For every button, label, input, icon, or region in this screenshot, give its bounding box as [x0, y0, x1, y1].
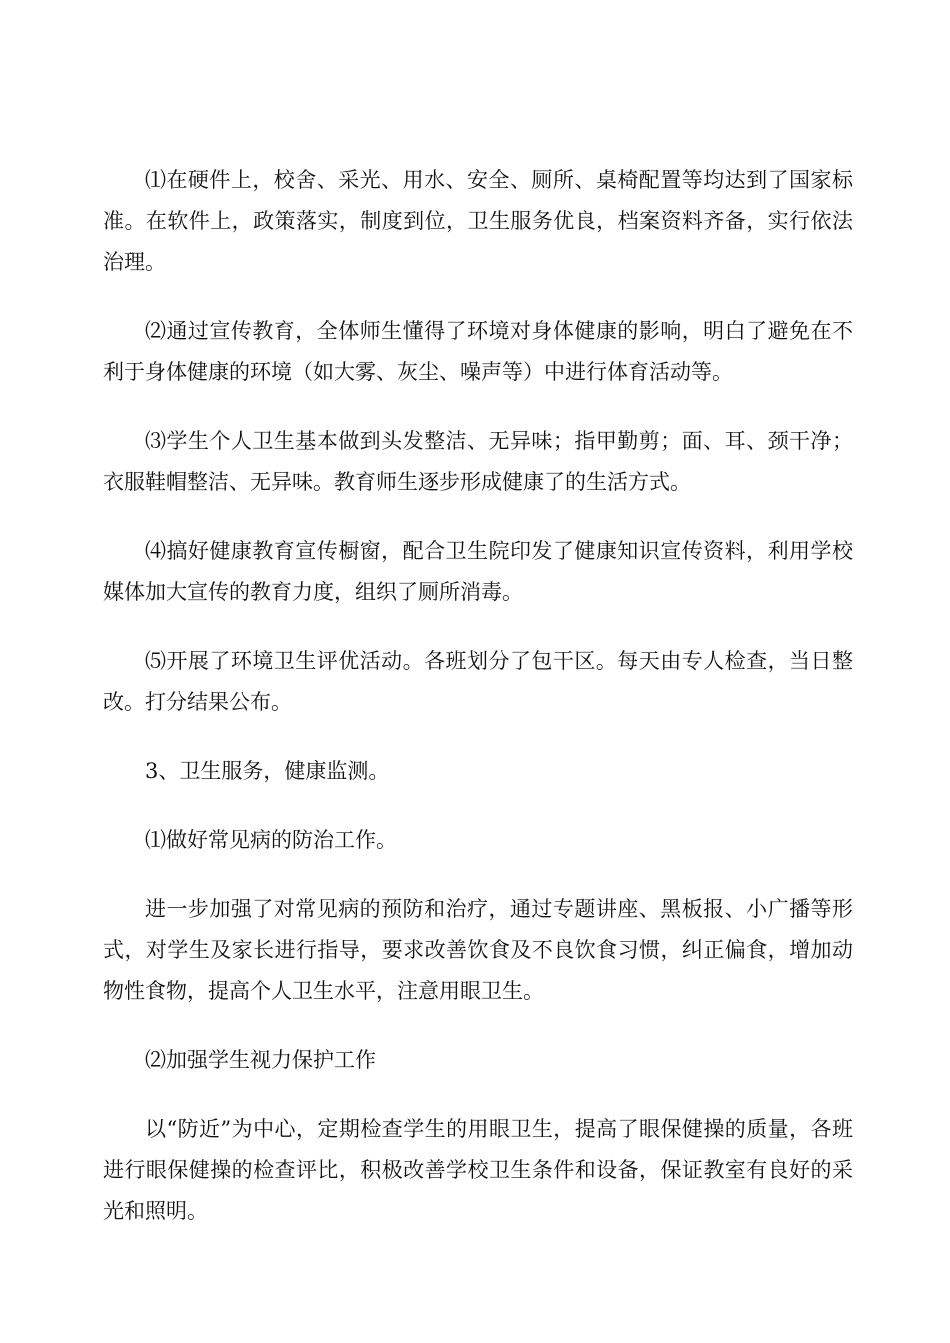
paragraph-vision-care: 以“防近”为中心，定期检查学生的用眼卫生，提高了眼保健操的质量，各班进行眼保健操的检查评比，积极改善学校卫生条件和设备，保证教室有良好的采光和照明。: [103, 1117, 853, 1223]
paragraph-personal-hygiene: ⑶学生个人卫生基本做到头发整洁、无异味；指甲勤剪；面、耳、颈干净；衣服鞋帽整洁、无异味。教育师生逐步形成健康了的生活方式。: [103, 429, 853, 494]
paragraph-disease-prevention: 进一步加强了对常见病的预防和治疗，通过专题讲座、黑板报、小广播等形式，对学生及家长进行指导，要求改善饮食及不良饮食习惯，纠正偏食，增加动物性食物，提高个人卫生水平，注意用眼卫生。: [103, 897, 853, 1003]
section-heading-health-service: 3、卫生服务，健康监测。: [145, 759, 390, 783]
subheading-vision-protection: ⑵加强学生视力保护工作: [145, 1048, 376, 1072]
paragraph-hardware-software: ⑴在硬件上，校舍、采光、用水、安全、厕所、桌椅配置等均达到了国家标准。在软件上，政策落实，制度到位，卫生服务优良，档案资料齐备，实行依法治理。: [103, 168, 853, 274]
document-body: [103, 160, 853, 1260]
paragraph-publicity-window: ⑷搞好健康教育宣传橱窗，配合卫生院印发了健康知识宣传资料，利用学校媒体加大宣传的教育力度，组织了厕所消毒。: [103, 539, 853, 604]
paragraph-environment-evaluation: ⑸开展了环境卫生评优活动。各班划分了包干区。每天由专人检查，当日整改。打分结果公布。: [103, 649, 853, 714]
subheading-common-disease: ⑴做好常见病的防治工作。: [145, 828, 397, 852]
paragraph-health-education: ⑵通过宣传教育，全体师生懂得了环境对身体健康的影响，明白了避免在不利于身体健康的环境（如大雾、灰尘、噪声等）中进行体育活动等。: [103, 319, 853, 384]
